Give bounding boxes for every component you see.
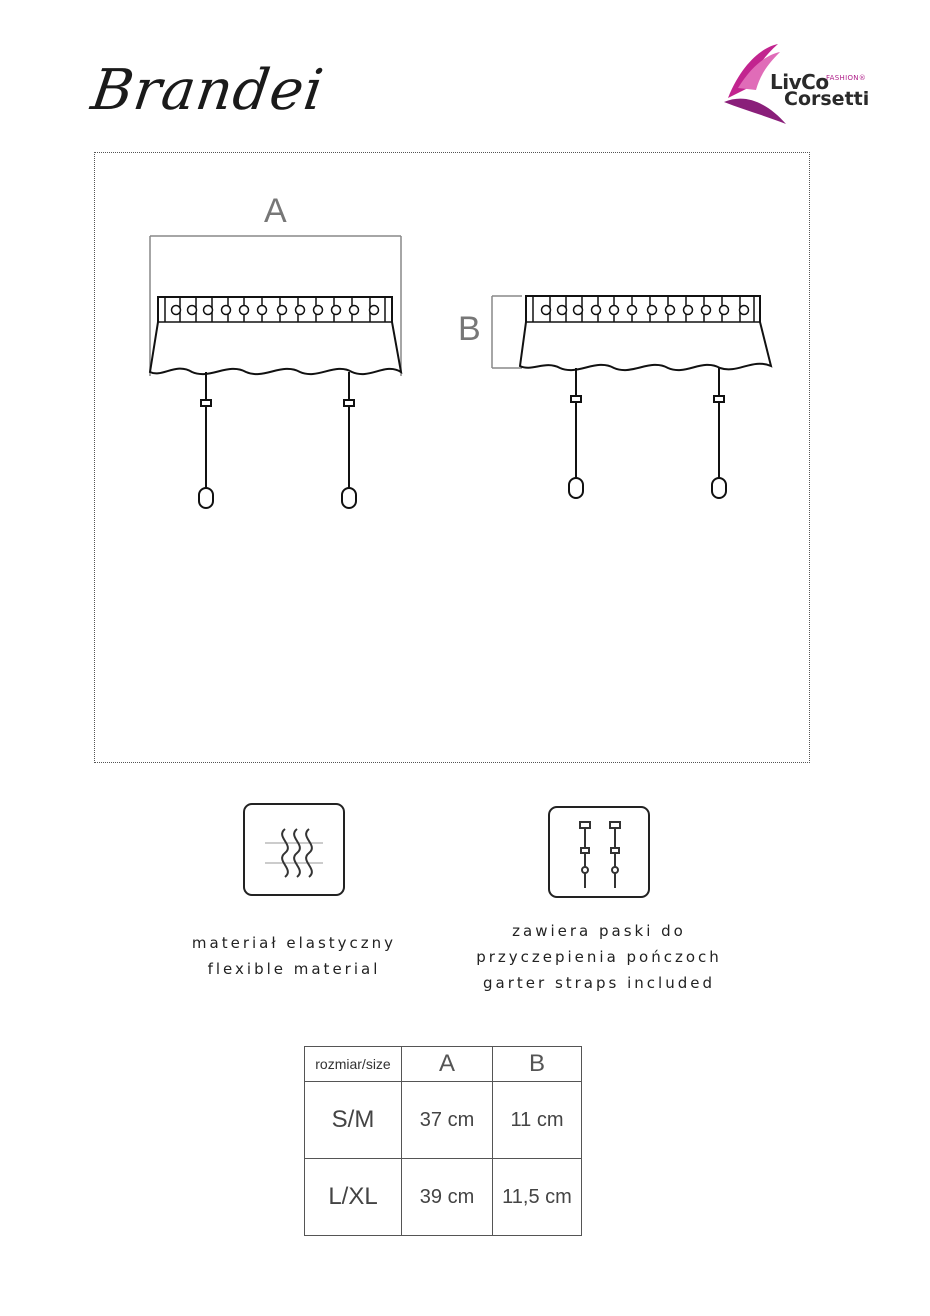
feature-elastic-line-en: flexible material: [207, 960, 381, 978]
dimension-b-bracket: [492, 296, 522, 368]
feature-elastic-line-pl: materiał elastyczny: [191, 934, 397, 952]
belt-left-straps: [199, 372, 356, 508]
cell-size: S/M: [305, 1082, 402, 1159]
belt-right-straps: [569, 368, 726, 498]
garter-straps-feature-icon: [548, 806, 650, 898]
header-a: A: [402, 1047, 493, 1082]
cell-b: 11 cm: [493, 1082, 582, 1159]
logo-text-livco: LivCo: [770, 70, 829, 94]
elastic-waves-icon: [245, 805, 343, 894]
table-row: [305, 1082, 582, 1159]
product-title: Brandei: [87, 58, 328, 123]
feature-garter-line-1: zawiera paski do: [512, 922, 686, 940]
logo-text-fashion: FASHION®: [826, 74, 867, 82]
size-table-header: [305, 1047, 582, 1082]
feature-elastic-text: [176, 930, 412, 982]
cell-a: 37 cm: [402, 1082, 493, 1159]
size-table: [304, 1046, 582, 1236]
table-row: [305, 1159, 582, 1236]
cell-b: 11,5 cm: [493, 1159, 582, 1236]
dimension-b-label: B: [458, 310, 481, 348]
feature-garter-line-2: przyczepienia pończoch: [476, 948, 722, 966]
garter-straps-icon: [550, 808, 648, 896]
header-size: rozmiar/size: [305, 1047, 402, 1082]
header-b: B: [493, 1047, 582, 1082]
dimension-a-label: A: [264, 192, 287, 230]
cell-a: 39 cm: [402, 1159, 493, 1236]
elastic-material-icon: [243, 803, 345, 896]
feature-garter-line-3: garter straps included: [483, 974, 715, 992]
cell-size: L/XL: [305, 1159, 402, 1236]
feature-garter-text: [462, 918, 736, 996]
logo-text-corsetti: Corsetti: [784, 88, 870, 110]
